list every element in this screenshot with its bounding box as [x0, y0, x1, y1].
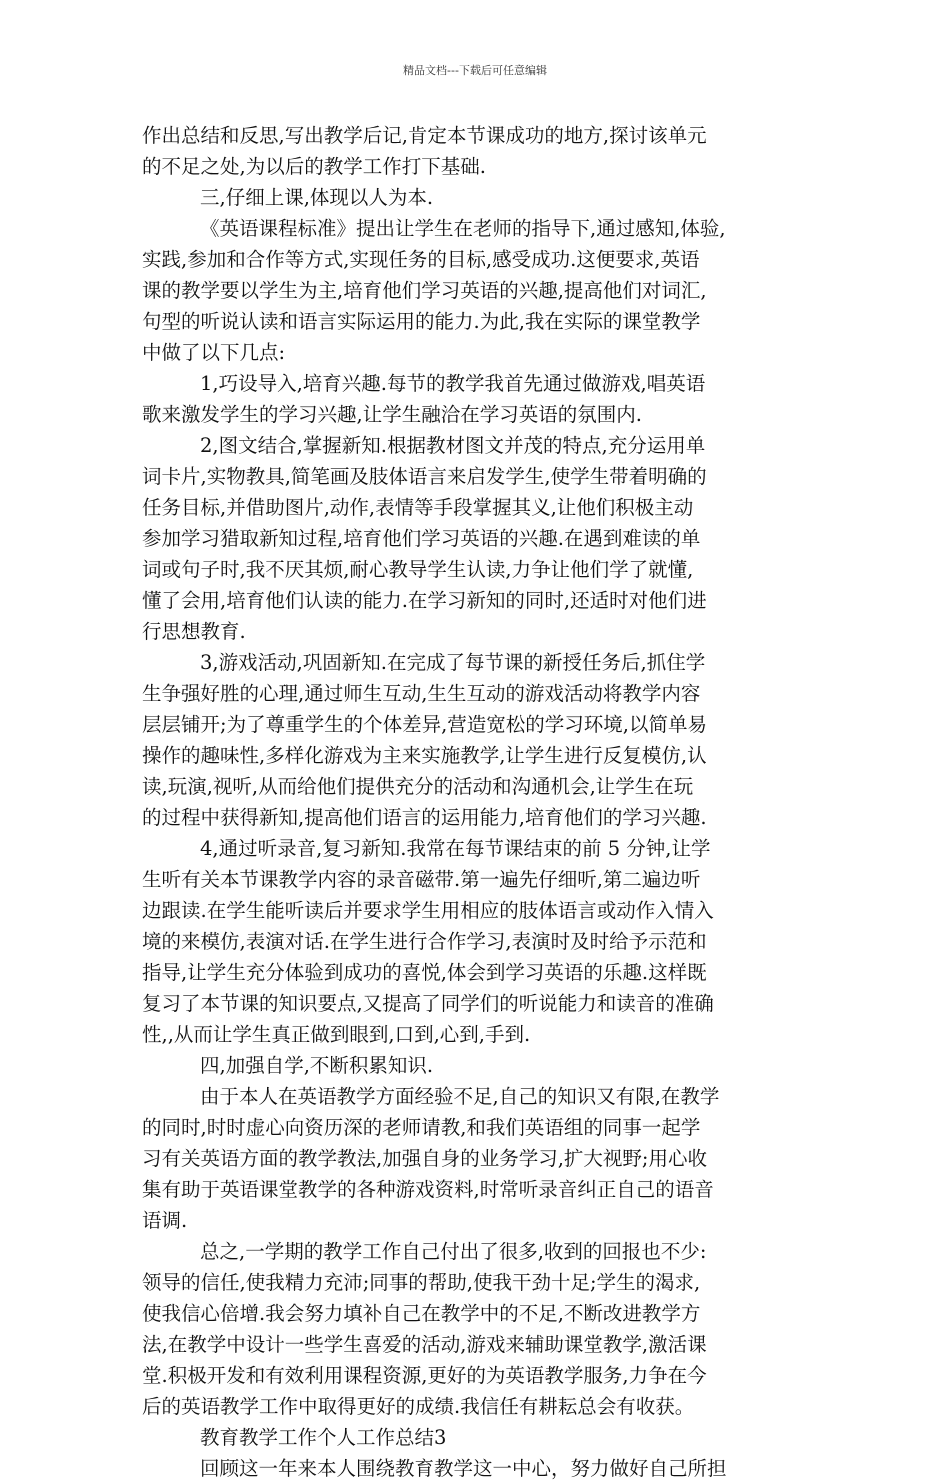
text-line: 性,,从而让学生真正做到眼到,口到,心到,手到.: [142, 1023, 531, 1046]
text-line: 《英语课程标准》提出让学生在老师的指导下,通过感知,体验,: [200, 217, 726, 240]
text-line: 歌来激发学生的学习兴趣,让学生融洽在学习英语的氛围内.: [142, 403, 642, 426]
text-line: 中做了以下几点:: [142, 341, 286, 364]
text-line: 词或句子时,我不厌其烦,耐心教导学生认读,力争让他们学了就懂,: [142, 558, 694, 581]
text-line: 领导的信任,使我精力充沛;同事的帮助,使我干劲十足;学生的渴求,: [142, 1271, 701, 1294]
text-line: 的过程中获得新知,提高他们语言的运用能力,培育他们的学习兴趣.: [142, 806, 707, 829]
text-line: 边跟读.在学生能听读后并要求学生用相应的肢体语言或动作入情入: [142, 899, 714, 922]
text-line: 语调.: [142, 1209, 188, 1232]
text-line: 懂了会用,培育他们认读的能力.在学习新知的同时,还适时对他们进: [142, 589, 707, 612]
text-line: 层层铺开;为了尊重学生的个体差异,营造宽松的学习环境,以简单易: [142, 713, 707, 736]
text-line: 句型的听说认读和语言实际运用的能力.为此,我在实际的课堂教学: [142, 310, 701, 333]
text-line: 四,加强自学,不断积累知识.: [200, 1054, 434, 1077]
text-line: 后的英语教学工作中取得更好的成绩.我信任有耕耘总会有收获。: [142, 1395, 695, 1418]
text-line: 1,巧设导入,培育兴趣.每节的教学我首先通过做游戏,唱英语: [200, 372, 706, 395]
text-line: 生争强好胜的心理,通过师生互动,生生互动的游戏活动将教学内容: [142, 682, 701, 705]
text-line: 2,图文结合,掌握新知.根据教材图文并茂的特点,充分运用单: [200, 434, 706, 457]
text-line: 词卡片,实物教具,简笔画及肢体语言来启发学生,使学生带着明确的: [142, 465, 707, 488]
text-line: 生听有关本节课教学内容的录音磁带.第一遍先仔细听,第二遍边听: [142, 868, 701, 891]
text-line: 堂.积极开发和有效利用课程资源,更好的为英语教学服务,力争在今: [142, 1364, 707, 1387]
text-line: 法,在教学中设计一些学生喜爱的活动,游戏来辅助课堂教学,激活课: [142, 1333, 707, 1356]
text-line: 习有关英语方面的教学教法,加强自身的业务学习,扩大视野;用心收: [142, 1147, 707, 1170]
text-line: 课的教学要以学生为主,培育他们学习英语的兴趣,提高他们对词汇,: [142, 279, 707, 302]
text-line: 的同时,时时虚心向资历深的老师请教,和我们英语组的同事一起学: [142, 1116, 701, 1139]
text-line: 4,通过听录音,复习新知.我常在每节课结束的前 5 分钟,让学: [200, 837, 711, 860]
text-line: 参加学习猎取新知过程,培育他们学习英语的兴趣.在遇到难读的单: [142, 527, 701, 550]
text-line: 操作的趣味性,多样化游戏为主来实施教学,让学生进行反复模仿,认: [142, 744, 707, 767]
page-header-watermark: 精品文档---下载后可任意编辑: [403, 64, 547, 77]
text-line: 教育教学工作个人工作总结3: [200, 1426, 447, 1449]
text-line: 回顾这一年来本人围绕教育教学这一中心，努力做好自己所担: [200, 1457, 727, 1480]
text-line: 3,游戏活动,巩固新知.在完成了每节课的新授任务后,抓住学: [200, 651, 706, 674]
text-line: 行思想教育.: [142, 620, 246, 643]
text-line: 由于本人在英语教学方面经验不足,自己的知识又有限,在教学: [200, 1085, 720, 1108]
text-line: 任务目标,并借助图片,动作,表情等手段掌握其义,让他们积极主动: [142, 496, 694, 519]
text-line: 的不足之处,为以后的教学工作打下基础.: [142, 155, 486, 178]
text-line: 境的来模仿,表演对话.在学生进行合作学习,表演时及时给予示范和: [142, 930, 707, 953]
text-line: 指导,让学生充分体验到成功的喜悦,体会到学习英语的乐趣.这样既: [142, 961, 707, 984]
text-line: 作出总结和反思,写出教学后记,肯定本节课成功的地方,探讨该单元: [142, 124, 707, 147]
text-line: 集有助于英语课堂教学的各种游戏资料,时常听录音纠正自己的语音: [142, 1178, 714, 1201]
text-line: 总之,一学期的教学工作自己付出了很多,收到的回报也不少:: [200, 1240, 707, 1263]
text-line: 使我信心倍增.我会努力填补自己在教学中的不足,不断改进教学方: [142, 1302, 701, 1325]
text-line: 三,仔细上课,体现以人为本.: [200, 186, 434, 209]
text-line: 实践,参加和合作等方式,实现任务的目标,感受成功.这便要求,英语: [142, 248, 700, 271]
document-body: [142, 120, 812, 1484]
text-line: 复习了本节课的知识要点,又提高了同学们的听说能力和读音的准确: [142, 992, 714, 1015]
text-line: 读,玩演,视听,从而给他们提供充分的活动和沟通机会,让学生在玩: [142, 775, 694, 798]
